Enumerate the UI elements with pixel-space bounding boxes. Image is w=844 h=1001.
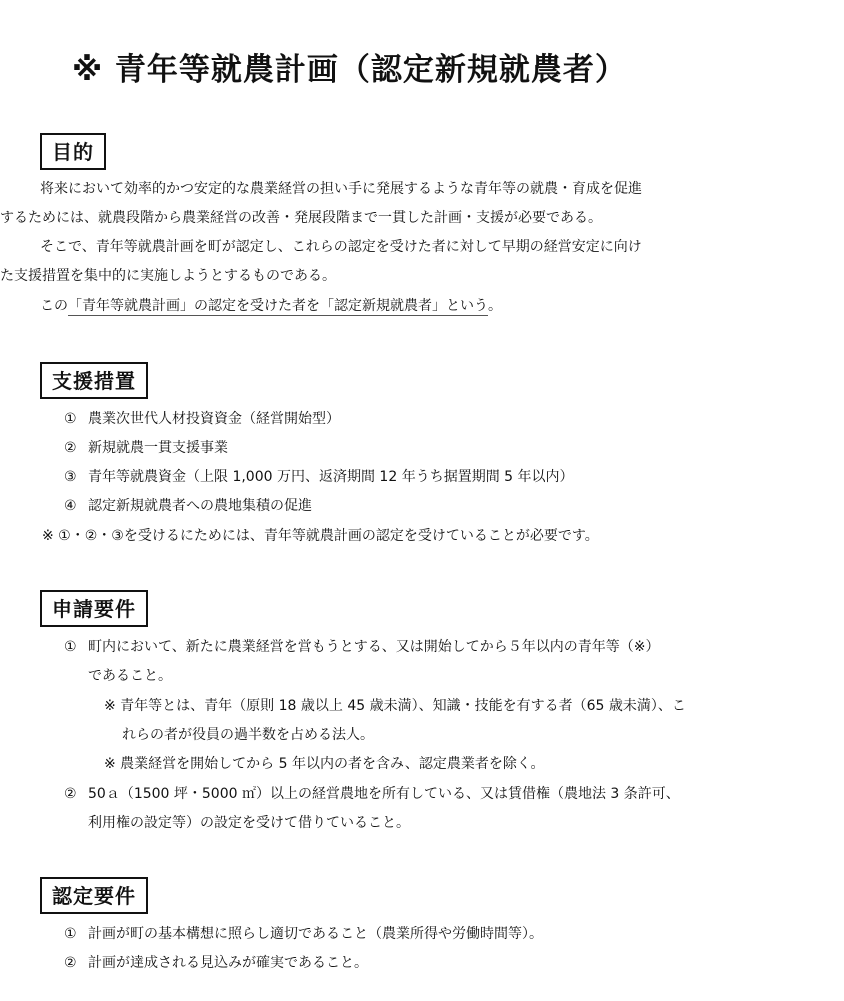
support-item-1-mark: ① (64, 411, 77, 427)
application-item-2-line-1 (64, 784, 680, 804)
section-heading-support: 支援措置 (40, 362, 148, 399)
application-item-2-line-2: 利用権の設定等）の設定を受けて借りていること。 (88, 815, 410, 831)
support-item-1 (64, 409, 340, 429)
section-heading-application: 申請要件 (40, 590, 148, 627)
support-item-4 (64, 496, 312, 516)
support-item-2-text: 新規就農一貫支援事業 (88, 440, 228, 456)
support-item-2-mark: ② (64, 440, 77, 456)
application-note-1-line-2: れらの者が役員の過半数を占める法人。 (122, 727, 374, 743)
support-item-4-mark: ④ (64, 498, 77, 514)
application-item-1-text: 町内において、新たに農業経営を営もうとする、又は開始してから５年以内の青年等（※） (88, 639, 660, 655)
purpose-paragraph-3 (40, 296, 502, 316)
section-heading-certification: 認定要件 (40, 877, 148, 914)
support-note: ※ ①・②・③を受けるにためには、青年等就農計画の認定を受けていることが必要です。 (42, 528, 599, 544)
certification-item-1-text: 計画が町の基本構想に照らし適切であること（農業所得や労働時間等）。 (88, 926, 543, 942)
application-note-1-line-1: ※ 青年等とは、青年（原則 18 歳以上 45 歳未満）、知識・技能を有する者（65 歳未満）、こ (104, 698, 686, 714)
certification-item-2-mark: ② (64, 955, 77, 971)
purpose-paragraph-2-line-2: た支援措置を集中的に実施しようとするものである。 (0, 268, 336, 284)
support-item-1-text: 農業次世代人材投資資金（経営開始型） (88, 411, 340, 427)
certification-item-1-mark: ① (64, 926, 77, 942)
certification-item-2 (64, 953, 368, 973)
support-item-3-text: 青年等就農資金（上限 1,000 万円、返済期間 12 年うち据置期間 5 年以内） (88, 469, 574, 485)
support-item-3-mark: ③ (64, 469, 77, 485)
certification-item-2-text: 計画が達成される見込みが確実であること。 (88, 955, 368, 971)
purpose-paragraph-1-line-2: するためには、就農段階から農業経営の改善・発展段階まで一貫した計画・支援が必要である。 (0, 210, 602, 226)
purpose-p3-underlined: 「青年等就農計画」の認定を受けた者を「認定新規就農者」という (68, 298, 488, 314)
purpose-paragraph-1-line-1: 将来において効率的かつ安定的な農業経営の担い手に発展するような青年等の就農・育成を促進 (40, 181, 642, 197)
page-title: ※ 青年等就農計画（認定新規就農者） (72, 52, 627, 88)
application-item-2-text: 50ａ（1500 坪・5000 ㎡）以上の経営農地を所有している、又は賃借権（農地法 3 条許可、 (88, 786, 680, 802)
section-heading-purpose: 目的 (40, 133, 106, 170)
application-item-1-mark: ① (64, 639, 77, 655)
certification-item-1 (64, 924, 543, 944)
purpose-paragraph-2-line-1: そこで、青年等就農計画を町が認定し、これらの認定を受けた者に対して早期の経営安定に向け (40, 239, 642, 255)
support-item-3 (64, 467, 574, 487)
purpose-p3-prefix: この (40, 298, 68, 314)
support-item-2 (64, 438, 228, 458)
purpose-p3-suffix: 。 (488, 298, 502, 314)
application-item-2-mark: ② (64, 786, 77, 802)
application-note-2: ※ 農業経営を開始してから 5 年以内の者を含み、認定農業者を除く。 (104, 756, 545, 772)
application-item-1-line-2: であること。 (88, 668, 172, 684)
support-item-4-text: 認定新規就農者への農地集積の促進 (88, 498, 312, 514)
application-item-1-line-1 (64, 637, 659, 657)
